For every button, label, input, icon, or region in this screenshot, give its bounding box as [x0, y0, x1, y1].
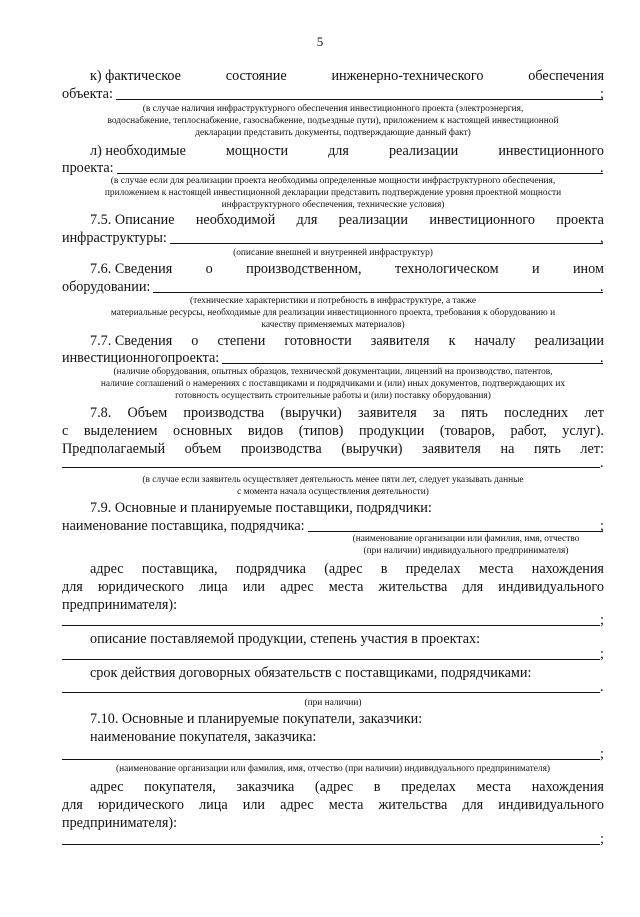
word: состояние — [225, 68, 287, 84]
s7-9-term-fill — [62, 692, 600, 693]
l-fill-line — [117, 172, 603, 174]
word: к — [448, 333, 456, 349]
word: юридического — [97, 579, 184, 595]
word: о — [205, 261, 213, 277]
k-note-2: водоснабжение, теплоснабжение, газоснабжение, подъездные пути), приложением к настоящей инвестиционной — [107, 116, 559, 126]
word: реализации — [388, 143, 459, 159]
word: производства — [240, 441, 322, 457]
s7-6-label: оборудовании: — [62, 279, 151, 295]
word: степени — [217, 333, 266, 349]
s7-9-addr-line1 — [90, 561, 604, 578]
word: лет: — [580, 441, 604, 457]
word: или — [242, 797, 265, 813]
word: готовности — [284, 333, 352, 349]
s7-5-line1 — [90, 212, 604, 229]
word: инвестиционного — [498, 143, 604, 159]
word: и — [531, 261, 540, 277]
word: 7.7. Сведения — [90, 333, 173, 349]
word: реализации — [534, 333, 604, 349]
s7-7-note-1: (наличие оборудования, опытных образцов, технической документации, лицензий на производство, патентов, — [113, 367, 553, 377]
word: заявителя — [422, 441, 481, 457]
s7-9-desc-end: ; — [600, 646, 604, 662]
word: инвестиционного — [429, 212, 535, 228]
word: для — [328, 143, 349, 159]
s7-7-fill-line — [222, 362, 603, 364]
s7-9-addr-line3: предпринимателя): — [62, 597, 178, 613]
word: видов — [247, 423, 284, 439]
s7-9-name-note-1: (наименование организации или фамилия, имя, отчество — [352, 534, 580, 544]
s7-9-name-fill — [308, 530, 603, 532]
word: нахождения — [531, 779, 604, 795]
word: для — [462, 797, 484, 813]
word: услуг). — [562, 423, 604, 439]
word: (товаров, — [439, 423, 495, 439]
word: места — [328, 797, 364, 813]
s7-8-fill-line — [62, 467, 600, 468]
word: пять — [461, 405, 488, 421]
s7-7-note-2: наличие соглашений о намерениях с поставщиками и подрядчиками и (или) иных документов, подтверждающих их — [100, 379, 566, 389]
word: началу — [474, 333, 516, 349]
word: адрес — [90, 561, 124, 577]
word: основных — [173, 423, 233, 439]
word: для — [62, 579, 83, 595]
k-line2 — [62, 86, 604, 103]
word: на — [500, 441, 515, 457]
word: жительства — [378, 579, 448, 595]
word: последних — [504, 405, 569, 421]
word: (адрес — [324, 561, 363, 577]
word: заявителя — [370, 333, 430, 349]
word: выделением — [83, 423, 158, 439]
word: в — [380, 561, 388, 577]
s7-8-note-1: (в случае если заявитель осуществляет деятельность менее пяти лет, следует указывать данные — [142, 475, 524, 485]
word: (выручки) — [341, 441, 403, 457]
s7-7-end: . — [600, 350, 604, 366]
word: технологическом — [395, 261, 499, 277]
l-note-2: приложением к настоящей инвестиционной декларации представить подтверждение уровня проектной мощности — [104, 188, 562, 198]
s7-10-name-note: (наименование организации или фамилия, имя, отчество (при наличии) индивидуального предпринимателя) — [115, 764, 551, 774]
word: 7.5. Описание — [90, 212, 175, 228]
s7-8-note-2: с момента начала осуществления деятельности) — [237, 487, 429, 497]
word: лет — [584, 405, 604, 421]
s7-7-note-3: готовность осуществить строительные работы и (или) поставку оборудования) — [175, 391, 491, 401]
s7-8-line3 — [62, 441, 604, 458]
s7-7-label: инвестиционногопроекта: — [62, 350, 220, 366]
word: мощности — [225, 143, 289, 159]
l-note-3: инфраструктурного обеспечения, технические условия) — [221, 200, 445, 210]
word: проекта — [556, 212, 604, 228]
k-end: ; — [600, 86, 604, 102]
word: необходимой — [195, 212, 276, 228]
s7-7-line1 — [90, 333, 604, 350]
s7-6-end: . — [600, 279, 604, 295]
s7-9-heading: 7.9. Основные и планируемые поставщики, подрядчики: — [90, 500, 432, 516]
word: лица — [199, 579, 228, 595]
k-fill-line — [116, 98, 603, 100]
word: подрядчика — [235, 561, 306, 577]
word: продукции — [358, 423, 425, 439]
word: л) необходимые — [90, 143, 186, 159]
word: места — [328, 579, 364, 595]
k-line1 — [90, 68, 604, 85]
s7-10-addr-line1 — [90, 779, 604, 796]
word: объем — [184, 441, 222, 457]
s7-5-line2 — [62, 230, 604, 247]
s7-10-addr-fill — [62, 844, 600, 845]
s7-8-line2 — [62, 423, 604, 440]
word: работ, — [510, 423, 547, 439]
word: (типов) — [298, 423, 344, 439]
l-note-1: (в случае если для реализации проекта необходимы определенные мощности инфраструктурного обеспечения, — [110, 176, 556, 186]
s7-5-end: , — [600, 230, 604, 246]
s7-9-term-end: . — [600, 679, 604, 695]
word: жительства — [378, 797, 448, 813]
s7-5-note: (описание внешней и внутренней инфраструктур) — [233, 248, 433, 258]
word: адрес — [90, 779, 124, 795]
word: индивидуального — [498, 797, 604, 813]
word: поставщика, — [141, 561, 218, 577]
s7-8-line1 — [90, 405, 604, 422]
word: индивидуального — [498, 579, 604, 595]
word: заказчика — [236, 779, 295, 795]
s7-6-line1 — [90, 261, 604, 278]
k-label: объекта: — [62, 86, 113, 102]
word: покупателя, — [144, 779, 216, 795]
word: производственном, — [246, 261, 362, 277]
word: производства — [183, 405, 265, 421]
word: места — [476, 779, 512, 795]
s7-9-name-note-2: (при наличии) индивидуального предпринимателя) — [363, 546, 569, 556]
s7-5-label: инфраструктуры: — [62, 230, 167, 246]
word: для — [296, 212, 318, 228]
word: пределах — [405, 561, 461, 577]
word: в — [373, 779, 381, 795]
word: пределах — [401, 779, 456, 795]
word: места — [478, 561, 514, 577]
s7-8-end: . — [600, 455, 604, 471]
s7-6-note-3: качеству применяемых материалов) — [261, 320, 405, 330]
word: инженерно-технического — [331, 68, 484, 84]
word: юридического — [97, 797, 184, 813]
word: Объем — [127, 405, 168, 421]
word: 7.6. Сведения — [90, 261, 173, 277]
k-note-3: декларации представить документы, подтверждающие данный факт) — [195, 128, 471, 138]
s7-10-name-end: ; — [600, 746, 604, 762]
word: Предполагаемый — [62, 441, 166, 457]
s7-6-note-1: (технические характеристики и потребность в инфраструктуре, а также — [190, 296, 476, 306]
word: для — [462, 579, 484, 595]
word: пять — [534, 441, 561, 457]
word: за — [432, 405, 445, 421]
s7-6-line2 — [62, 279, 604, 296]
page-number: 5 — [316, 34, 324, 49]
s7-9-name-end: ; — [600, 518, 604, 534]
k-note-1: (в случае наличия инфраструктурного обеспечения инвестиционного проекта (электроэнергия, — [142, 104, 524, 114]
s7-9-addr-line2 — [62, 579, 604, 596]
s7-9-name-label: наименование поставщика, подрядчика: — [62, 518, 305, 534]
s7-5-fill-line — [170, 242, 603, 244]
s7-9-desc-fill — [62, 659, 600, 660]
s7-9-addr-end: ; — [600, 612, 604, 628]
s7-10-addr-line2 — [62, 797, 604, 814]
s7-9-term-note: (при наличии) — [304, 698, 362, 708]
s7-9-addr-fill — [62, 625, 600, 626]
s7-10-addr-end: ; — [600, 831, 604, 847]
word: адрес — [280, 797, 314, 813]
l-label: проекта: — [62, 160, 114, 176]
word: обеспечения — [528, 68, 604, 84]
s7-10-heading: 7.10. Основные и планируемые покупатели, заказчики: — [90, 711, 423, 727]
word: (адрес — [314, 779, 354, 795]
word: к) фактическое — [90, 68, 181, 84]
word: для — [62, 797, 83, 813]
word: с — [62, 423, 69, 439]
s7-10-addr-line3: предпринимателя): — [62, 815, 178, 831]
word: о — [191, 333, 199, 349]
word: адрес — [280, 579, 314, 595]
word: (выручки) — [280, 405, 342, 421]
word: или — [242, 579, 265, 595]
word: нахождения — [531, 561, 604, 577]
s7-10-name-label: наименование покупателя, заказчика: — [90, 729, 317, 745]
s7-9-desc-label: описание поставляемой продукции, степень участия в проектах: — [90, 631, 481, 647]
s7-7-line2 — [62, 350, 604, 367]
s7-6-note-2: материальные ресурсы, необходимые для реализации инвестиционного проекта, требования к оборудованию и — [110, 308, 556, 318]
word: лица — [199, 797, 228, 813]
word: 7.8. — [90, 405, 112, 421]
s7-9-term-label: срок действия договорных обязательств с поставщиками, подрядчиками: — [90, 665, 532, 681]
word: ином — [572, 261, 604, 277]
s7-6-fill-line — [153, 291, 603, 293]
l-end: . — [600, 160, 604, 176]
l-line1 — [90, 143, 604, 160]
word: реализации — [338, 212, 408, 228]
word: заявителя — [357, 405, 417, 421]
s7-10-name-fill — [62, 759, 600, 760]
